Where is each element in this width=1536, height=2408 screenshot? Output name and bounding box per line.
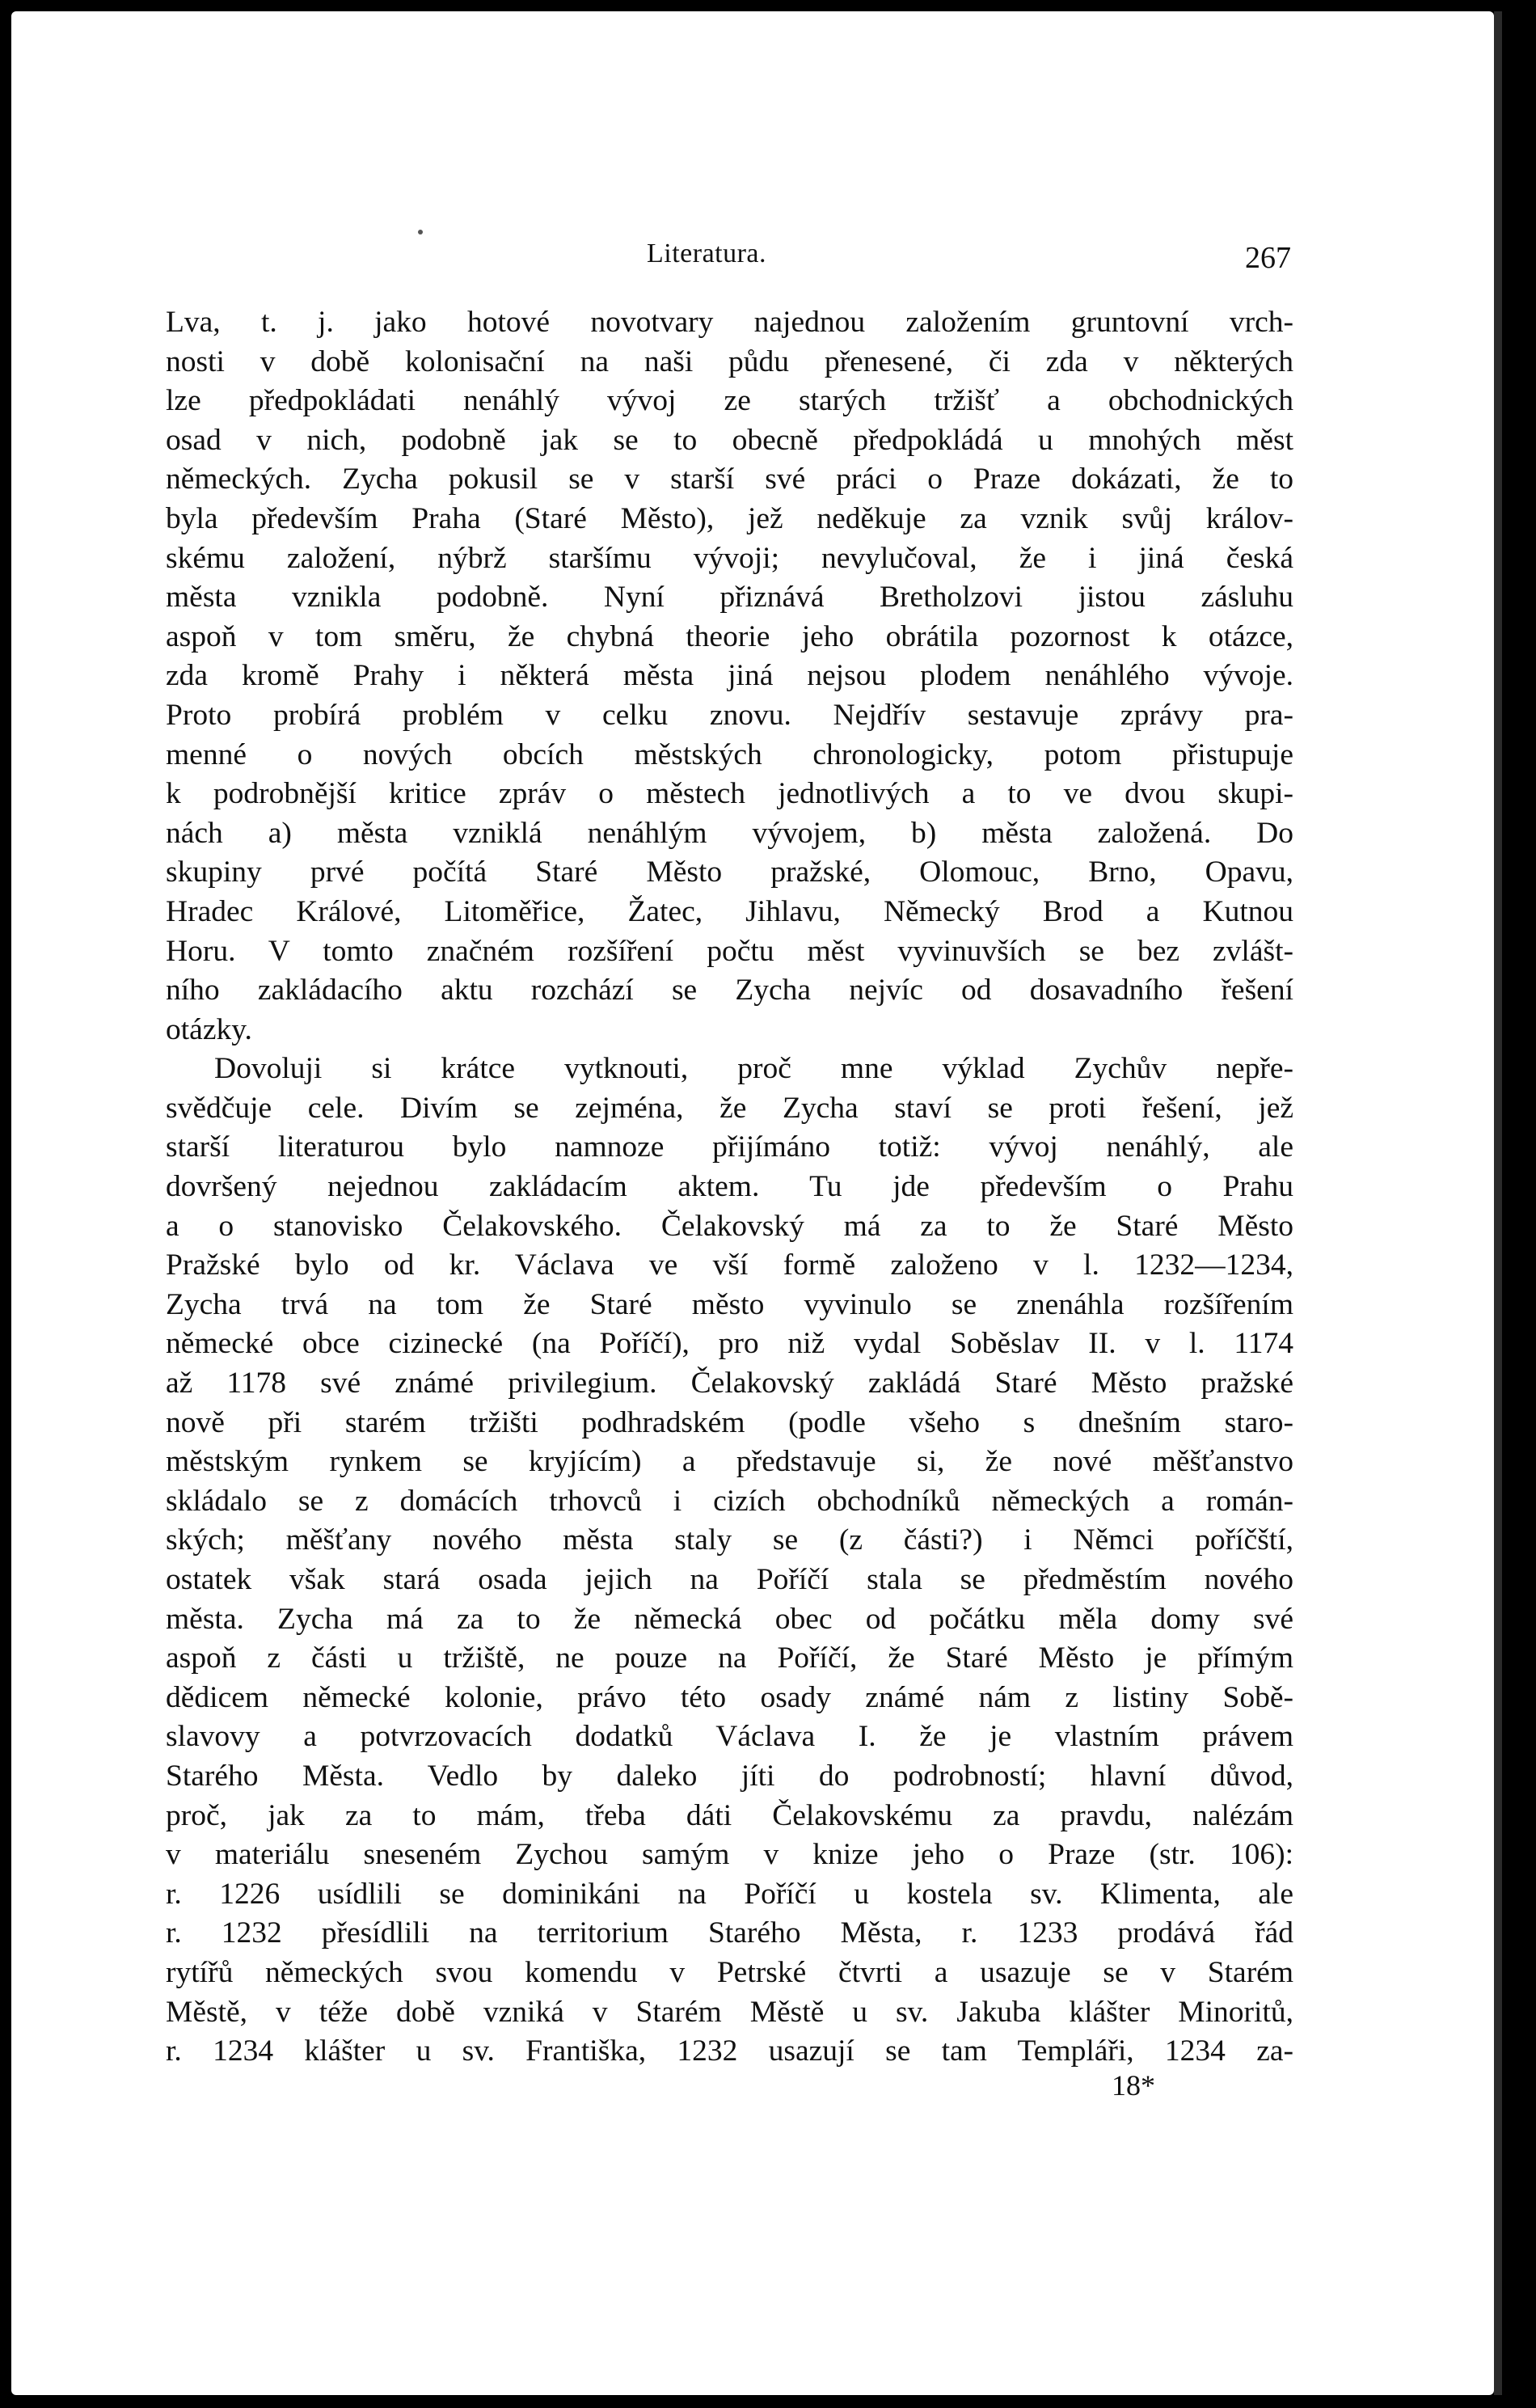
text-line: zda kromě Prahy i některá města jiná nejsou plodem nenáhlého vývoje. xyxy=(166,659,1293,693)
text-line: města vznikla podobně. Nyní přiznává Bretholzovi jistou zásluhu xyxy=(166,581,1293,615)
text-line: rytířů německých svou komendu v Petrské čtvrti a usazuje se v Starém xyxy=(166,1955,1293,1989)
text-line: ských; měšťany nového města staly se (z části?) i Němci poříčští, xyxy=(166,1523,1293,1557)
text-line: k podrobnější kritice zpráv o městech jednotlivých a to ve dvou skupi- xyxy=(166,777,1293,811)
text-line: nově při starém tržišti podhradském (podle všeho s dnešním staro- xyxy=(166,1405,1293,1439)
signature-mark: 18* xyxy=(1112,2069,1155,2102)
text-line: r. 1232 přesídlili na territorium Starého Města, r. 1233 prodává řád xyxy=(166,1916,1293,1950)
text-line: německé obce cizinecké (na Poříčí), pro niž vydal Soběslav II. v l. 1174 xyxy=(166,1327,1293,1361)
text-line: dovršený nejednou zakládacím aktem. Tu jde především o Prahu xyxy=(166,1170,1293,1204)
text-line: Dovoluji si krátce vytknouti, proč mne výklad Zychův nepře- xyxy=(214,1052,1293,1086)
text-line: osad v nich, podobně jak se to obecně předpokládá u mnohých měst xyxy=(166,423,1293,457)
text-line: dědicem německé kolonie, právo této osady známé nám z listiny Sobě- xyxy=(166,1680,1293,1714)
text-line: otázky. xyxy=(166,1012,252,1046)
text-line: lze předpokládati nenáhlý vývoj ze starých tržišť a obchodnických xyxy=(166,384,1293,418)
text-line: Proto probírá problém v celku znovu. Nejdřív sestavuje zprávy pra- xyxy=(166,698,1293,732)
text-line: skládalo se z domácích trhovců i cizích obchodníků německých a román- xyxy=(166,1484,1293,1518)
text-line: skému založení, nýbrž staršímu vývoji; nevylučoval, že i jiná česká xyxy=(166,541,1293,575)
text-line: nách a) města vzniklá nenáhlým vývojem, b) města založená. Do xyxy=(166,816,1293,850)
text-line: ostatek však stará osada jejich na Poříčí stala se předměstím nového xyxy=(166,1563,1293,1596)
text-line: až 1178 své známé privilegium. Čelakovský zakládá Staré Město pražské xyxy=(166,1367,1293,1400)
text-line: menné o nových obcích městských chronologicky, potom přistupuje xyxy=(166,737,1293,771)
text-line: a o stanovisko Čelakovského. Čelakovský má za to že Staré Město xyxy=(166,1209,1293,1243)
text-line: Lva, t. j. jako hotové novotvary najednou založením gruntovní vrch- xyxy=(166,306,1293,339)
text-line: Hradec Králové, Litoměřice, Žatec, Jihlavu, Německý Brod a Kutnou xyxy=(166,894,1293,928)
text-line: nosti v době kolonisační na naši půdu přenesené, či zda v některých xyxy=(166,344,1293,378)
text-line: Starého Města. Vedlo by daleko jíti do podrobností; hlavní důvod, xyxy=(166,1759,1293,1793)
text-line: byla především Praha (Staré Město), jež neděkuje za vznik svůj králov- xyxy=(166,501,1293,535)
text-line: r. 1234 klášter u sv. Františka, 1232 usazují se tam Templáři, 1234 za- xyxy=(166,2034,1293,2068)
text-line: aspoň z části u tržiště, ne pouze na Poříčí, že Staré Město je přímým xyxy=(166,1641,1293,1675)
page-edge-shadow xyxy=(1494,11,1502,2395)
text-line: německých. Zycha pokusil se v starší své práci o Praze dokázati, že to xyxy=(166,463,1293,496)
print-speck xyxy=(418,230,423,234)
text-line: městským rynkem se kryjícím) a představuje si, že nové měšťanstvo xyxy=(166,1445,1293,1479)
text-line: skupiny prvé počítá Staré Město pražské, Olomouc, Brno, Opavu, xyxy=(166,855,1293,889)
text-line: Horu. V tomto značném rozšíření počtu měst vyvinuvších se bez zvlášt- xyxy=(166,934,1293,968)
text-line: proč, jak za to mám, třeba dáti Čelakovskému za pravdu, nalézám xyxy=(166,1798,1293,1832)
body-text xyxy=(166,303,1293,2072)
text-line: starší literaturou bylo namnoze přijímáno totiž: vývoj nenáhlý, ale xyxy=(166,1130,1293,1164)
text-line: Městě, v téže době vzniká v Starém Městě u sv. Jakuba klášter Minoritů, xyxy=(166,1995,1293,2029)
running-head: Literatura. xyxy=(647,239,767,268)
text-line: aspoň v tom směru, že chybná theorie jeho obrátila pozornost k otázce, xyxy=(166,619,1293,653)
text-line: svědčuje cele. Divím se zejména, že Zycha staví se proti řešení, jež xyxy=(166,1091,1293,1125)
text-line: v materiálu sneseném Zychou samým v knize jeho o Praze (str. 106): xyxy=(166,1838,1293,1872)
page-number: 267 xyxy=(1245,241,1291,275)
text-line: Zycha trvá na tom že Staré město vyvinulo se znenáhla rozšířením xyxy=(166,1287,1293,1321)
text-line: Pražské bylo od kr. Václava ve vší formě založeno v l. 1232—1234, xyxy=(166,1248,1293,1282)
text-line: slavovy a potvrzovacích dodatků Václava I. že je vlastním právem xyxy=(166,1720,1293,1754)
text-line: r. 1226 usídlili se dominikáni na Poříčí u kostela sv. Klimenta, ale xyxy=(166,1877,1293,1911)
text-line: města. Zycha má za to že německá obec od počátku měla domy své xyxy=(166,1602,1293,1636)
text-line: ního zakládacího aktu rozchází se Zycha nejvíc od dosavadního řešení xyxy=(166,974,1293,1008)
